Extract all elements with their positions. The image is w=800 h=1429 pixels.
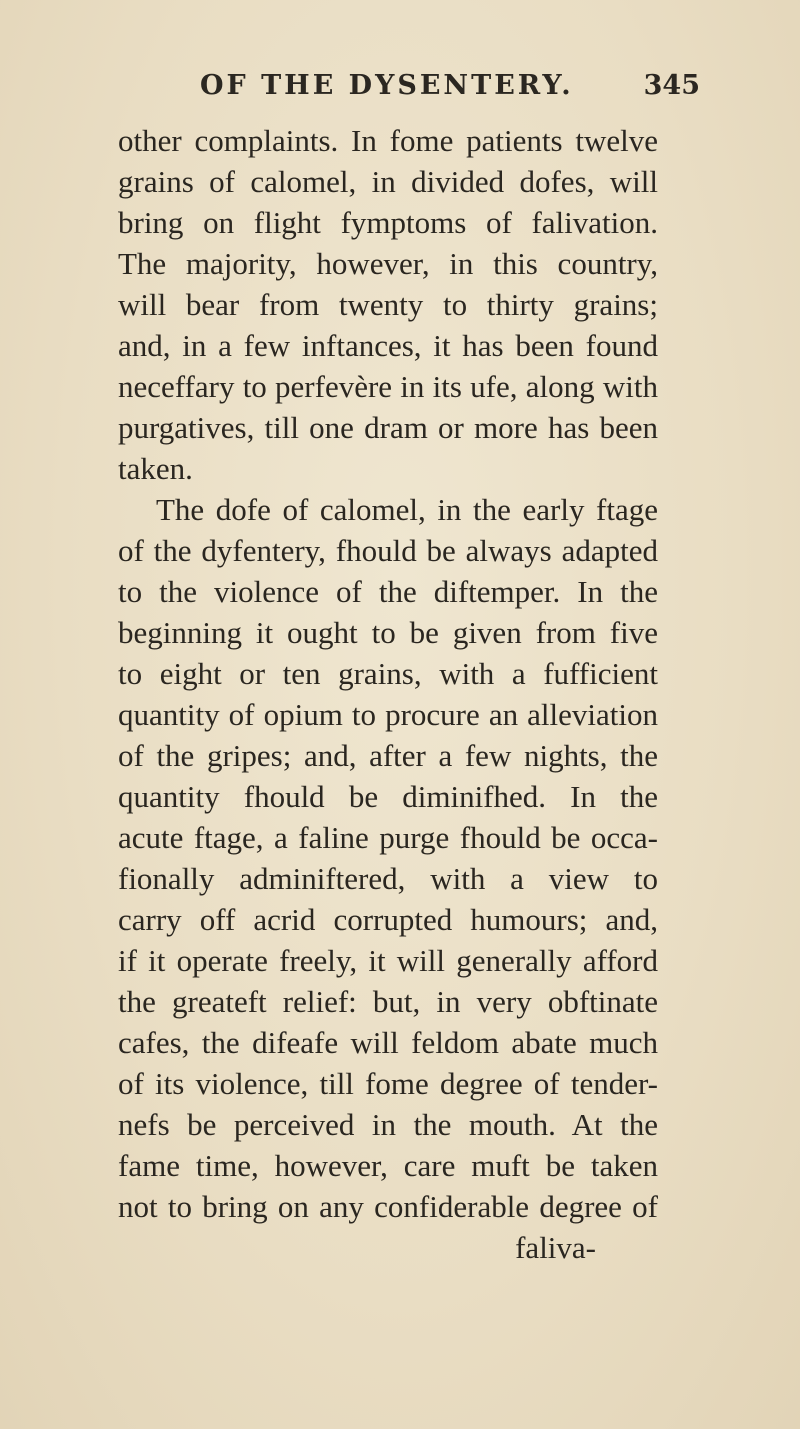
text-line: grains of calomel, in divided dofes, will <box>118 164 658 199</box>
text-line: of the gripes; and, after a few nights, the <box>118 738 658 773</box>
text-line: carry off acrid corrupted humours; and, <box>118 902 658 937</box>
text-line: taken. <box>118 451 193 486</box>
text-line: bring on flight fymptoms of falivation. <box>118 205 658 240</box>
text-line: nefs be perceived in the mouth. At the <box>118 1107 658 1142</box>
body-text <box>118 120 658 1268</box>
text-line: to eight or ten grains, with a fufficient <box>118 656 658 691</box>
text-line: quantity fhould be diminifhed. In the <box>118 779 658 814</box>
text-line: quantity of opium to procure an alleviation <box>118 697 658 732</box>
text-line: fionally adminiftered, with a view to <box>118 861 658 896</box>
text-line: beginning it ought to be given from five <box>118 615 658 650</box>
text-line: cafes, the difeafe will feldom abate much <box>118 1025 658 1060</box>
text-line: acute ftage, a faline purge fhould be occa- <box>118 820 658 855</box>
text-line: will bear from twenty to thirty grains; <box>118 287 658 322</box>
text-line: and, in a few inftances, it has been found <box>118 328 658 363</box>
running-title: OF THE DYSENTERY. <box>200 70 574 101</box>
page-number: 345 <box>643 70 700 101</box>
text-line: the greateft relief: but, in very obftinate <box>118 984 658 1019</box>
text-line: The dofe of calomel, in the early ftage <box>156 492 658 527</box>
text-line: other complaints. In fome patients twelve <box>118 123 658 158</box>
text-line: The majority, however, in this country, <box>118 246 658 281</box>
text-line: not to bring on any confiderable degree of <box>118 1189 658 1224</box>
text-line: to the violence of the diftemper. In the <box>118 574 658 609</box>
text-line: of the dyfentery, fhould be always adapted <box>118 533 658 568</box>
catchword: faliva- <box>515 1230 596 1265</box>
text-line: purgatives, till one dram or more has been <box>118 410 658 445</box>
text-line: if it operate freely, it will generally afford <box>118 943 658 978</box>
text-line: neceffary to perfevère in its ufe, along with <box>118 369 658 404</box>
text-line: of its violence, till fome degree of tender- <box>118 1066 658 1101</box>
text-line: fame time, however, care muft be taken <box>118 1148 658 1183</box>
running-head <box>200 70 700 110</box>
